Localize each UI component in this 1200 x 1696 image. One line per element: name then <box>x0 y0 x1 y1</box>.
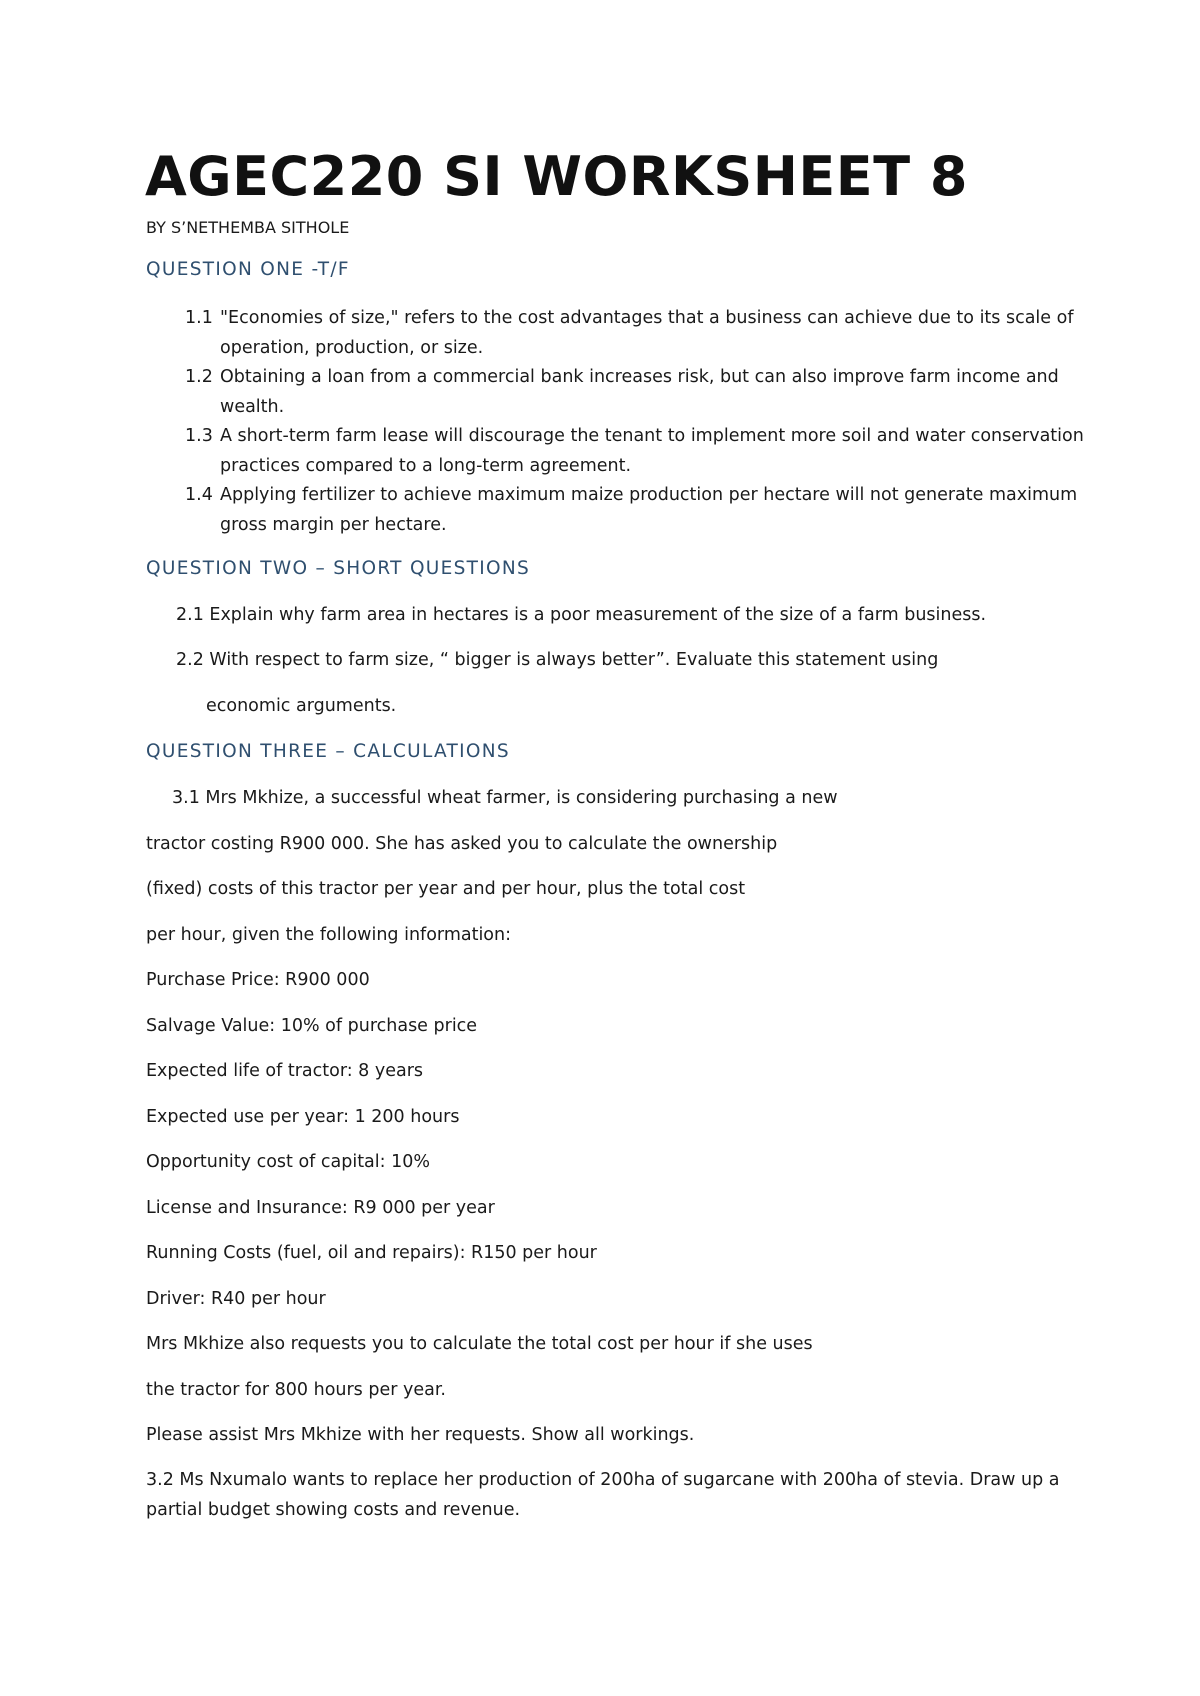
item-text: A short-term farm lease will discourage the tenant to implement more soil and water conservation practices compared to a long-term agreement. <box>220 426 1084 476</box>
item-number: 1.1 <box>185 308 213 328</box>
author-byline: BY S’NETHEMBA SITHOLE <box>146 218 350 237</box>
item-number: 1.4 <box>185 485 213 505</box>
question-3-1-intro: tractor costing R900 000. She has asked you to calculate the ownership <box>146 834 778 854</box>
fact-driver: Driver: R40 per hour <box>146 1289 326 1309</box>
fact-expected-life: Expected life of tractor: 8 years <box>146 1061 424 1081</box>
question-2-2-line-2: economic arguments. <box>206 696 397 716</box>
question-2-1: 2.1 Explain why farm area in hectares is a poor measurement of the size of a farm business. <box>176 605 987 625</box>
question-3-1-intro: per hour, given the following information: <box>146 925 512 945</box>
question-three-heading: QUESTION THREE – CALCULATIONS <box>146 741 510 762</box>
question-3-2: 3.2 Ms Nxumalo wants to replace her production of 200ha of sugarcane with 200ha of stevia. Draw up a partial budget showing costs and revenue. <box>146 1470 1060 1520</box>
fact-license-insurance: License and Insurance: R9 000 per year <box>146 1198 495 1218</box>
item-text: Applying fertilizer to achieve maximum maize production per hectare will not generate maximum gross margin per hectare. <box>220 485 1078 535</box>
item-number: 1.2 <box>185 367 213 387</box>
question-2-2-line-1: 2.2 With respect to farm size, “ bigger is always better”. Evaluate this statement using <box>176 650 939 670</box>
list-item <box>185 304 1085 363</box>
question-3-1-intro: 3.1 Mrs Mkhize, a successful wheat farmer, is considering purchasing a new <box>172 788 838 808</box>
list-item <box>185 422 1085 481</box>
fact-opportunity-cost: Opportunity cost of capital: 10% <box>146 1152 430 1172</box>
followup-line: the tractor for 800 hours per year. <box>146 1380 446 1400</box>
worksheet-title: AGEC220 SI WORKSHEET 8 <box>145 145 968 208</box>
fact-salvage-value: Salvage Value: 10% of purchase price <box>146 1016 478 1036</box>
fact-running-costs: Running Costs (fuel, oil and repairs): R150 per hour <box>146 1243 597 1263</box>
list-item <box>185 363 1085 422</box>
item-number: 1.3 <box>185 426 213 446</box>
item-text: "Economies of size," refers to the cost advantages that a business can achieve due to its scale of operation, production, or size. <box>220 308 1074 358</box>
list-item <box>185 481 1085 540</box>
question-one-heading: QUESTION ONE -T/F <box>146 259 350 280</box>
followup-line: Mrs Mkhize also requests you to calculate the total cost per hour if she uses <box>146 1334 813 1354</box>
question-two-heading: QUESTION TWO – SHORT QUESTIONS <box>146 558 531 579</box>
true-false-list <box>185 304 1085 540</box>
fact-purchase-price: Purchase Price: R900 000 <box>146 970 370 990</box>
fact-expected-use: Expected use per year: 1 200 hours <box>146 1107 460 1127</box>
item-text: Obtaining a loan from a commercial bank increases risk, but can also improve farm income and wealth. <box>220 367 1059 417</box>
followup-line: Please assist Mrs Mkhize with her requests. Show all workings. <box>146 1425 695 1445</box>
question-3-1-intro: (fixed) costs of this tractor per year and per hour, plus the total cost <box>146 879 746 899</box>
